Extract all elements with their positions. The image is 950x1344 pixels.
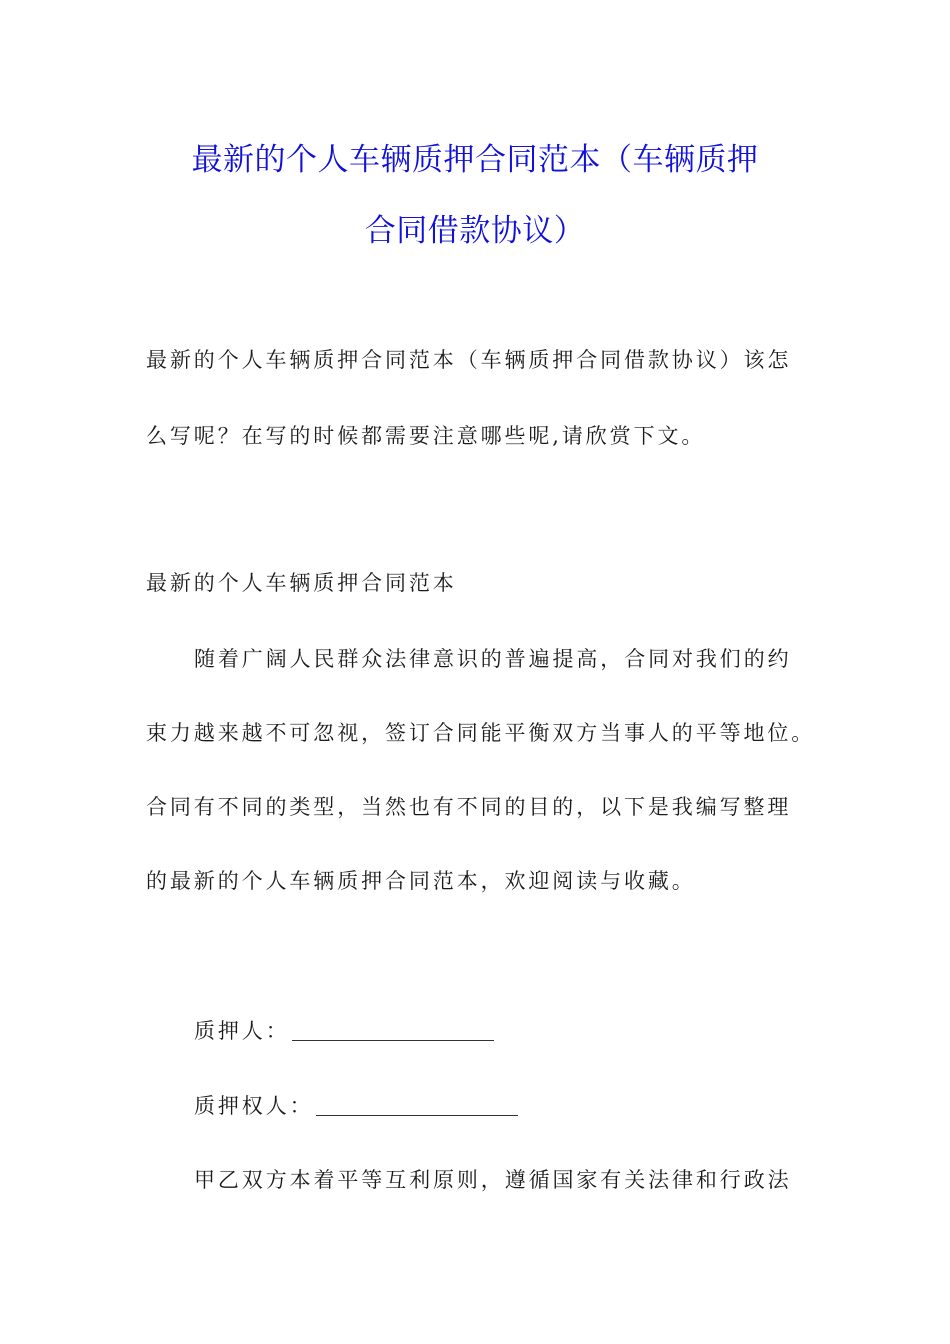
intro-line-2: 么写呢？在写的时候都需要注意哪些呢,请欣赏下文。 [146, 424, 706, 448]
intro-line-1: 最新的个人车辆质押合同范本（车辆质押合同借款协议）该怎 [146, 348, 792, 372]
pledgee-label: 质押权人： [194, 1094, 314, 1118]
paragraph2-line-1: 甲乙双方本着平等互利原则，遵循国家有关法律和行政法 [194, 1168, 792, 1192]
pledgor-blank-line [292, 1039, 494, 1041]
section-heading: 最新的个人车辆质押合同范本 [146, 571, 457, 595]
pledgor-label: 质押人： [194, 1019, 290, 1043]
document-title-line-2: 合同借款协议） [364, 213, 586, 249]
paragraph1-line-2: 束力越来越不可忽视，签订合同能平衡双方当事人的平等地位。 [146, 721, 816, 745]
pledgee-blank-line [316, 1114, 518, 1116]
paragraph1-line-3: 合同有不同的类型，当然也有不同的目的，以下是我编写整理 [146, 795, 792, 819]
paragraph1-line-4: 的最新的个人车辆质押合同范本，欢迎阅读与收藏。 [146, 869, 696, 893]
pledgor-field [194, 1021, 494, 1042]
paragraph1-line-1: 随着广阔人民群众法律意识的普遍提高，合同对我们的约 [194, 647, 792, 671]
pledgee-field [194, 1096, 518, 1117]
document-title-line-1: 最新的个人车辆质押合同范本（车辆质押 [191, 142, 759, 178]
